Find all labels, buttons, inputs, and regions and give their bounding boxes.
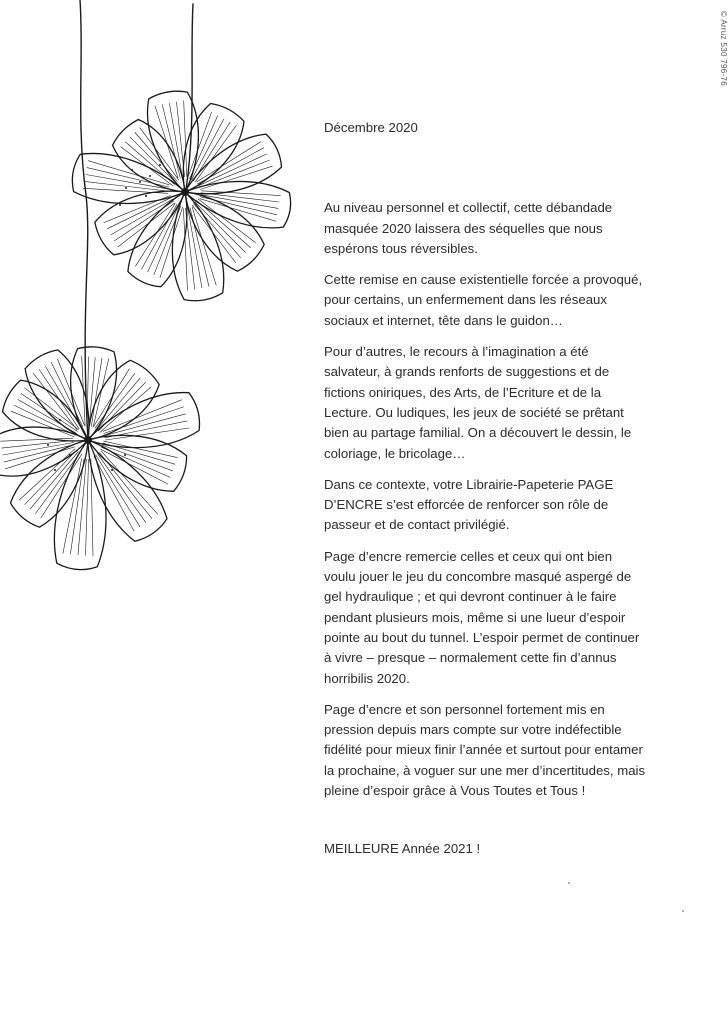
petal-vein [5,447,74,469]
petal-vein [195,202,245,252]
petal-vein [101,451,157,514]
petal-vein [201,193,279,202]
letter-paragraph: Dans ce contexte, votre Librairie-Papeterie PAGE D’ENCRE s’est efforcée de renforcer son rôle de passeur et de contact privilégié. [324,476,614,533]
petal-vein [86,175,169,190]
ink-dot [111,469,113,471]
flower-center [181,188,189,196]
ink-dot [47,444,49,446]
petal-vein [160,207,183,278]
ink-dot [149,175,151,177]
petal-vein [192,207,216,285]
ink-dot [145,195,147,197]
petal-vein [87,168,169,187]
letter-paragraph: Pour d’autres, le recours à l’imagination a été salvateur, à grands renforts de suggestions et de fictions oniriques, des Arts, de l’Ecriture et de la Lecture. Ou ludiques, les jeux de société se prêtant bien au partage familial. On a découvert le dessin, le coloriage, le bricolage… [324,344,632,461]
ink-dot [131,169,133,171]
ink-dot [59,419,61,421]
letter-paragraph: Page d’encre remercie celles et ceux qui ont bien voulu jouer le jeu du concombre masqué aspergé de gel hydraulique ; et qui devront continuer à le faire pendant plusieurs mois, même si une lueur d’espoir pointe au bout du tunnel. L’espoir permet de continuer à vivre – presque – normalement cette fin d’annus horribilis 2020. [324,548,640,686]
petal-vein [98,454,146,523]
paper-speck [682,910,684,912]
petal-vein [198,148,264,184]
petal-vein [136,204,176,267]
petal-vein [86,459,89,555]
ink-dot [125,187,127,189]
petal-vein [93,359,108,427]
petal-vein [89,358,95,427]
petal-vein [82,356,85,426]
paper-speck [568,882,570,884]
letter-closing: MEILLEURE Année 2021 ! [324,841,481,857]
letter-paragraph: Cette remise en cause existentielle forcée a provoqué, pour certains, un enfermement dans les réseaux sociaux et internet, tête dans le guidon… [324,272,643,328]
flower-stem [80,0,88,440]
ink-dot [69,454,71,456]
petal-vein [184,101,187,177]
letter-date: Décembre 2020 [324,120,418,135]
flower-petal [0,427,88,476]
letter-paragraph: Page d’encre et son personnel fortement mis en pression depuis mars compte sur votre indéfectible fidélité pour mieux finir l’année et surtout pour entamer la prochaine, à voguer sur une mer d’incertitudes, mais pleine d’espoir grâce à Vous Toutes et Tous ! [324,701,646,799]
letter-paragraph: Au niveau personnel et collectif, cette débandade masquée 2020 laissera des séquelles que nous espérons tous réversibles. [324,200,613,256]
petal-vein [201,195,279,209]
petal-vein [25,450,77,504]
petal-vein [30,452,78,509]
petal-vein [104,414,185,436]
flower-illustration [0,0,310,580]
copyright-notice: © Arruz 530 796-76 [719,11,728,86]
ink-dot [119,204,121,206]
letter-body [324,118,646,860]
petal-vein [11,411,74,437]
flower-center [84,436,92,444]
ink-dot [54,469,56,471]
petal-vein [83,188,167,193]
ink-dot [159,164,161,166]
petal-vein [126,142,175,184]
petal-vein [199,154,267,186]
petal-vein [200,166,272,189]
petal-vein [96,455,140,527]
petal-vein [85,181,169,191]
ink-dot [139,181,141,183]
ink-dot [124,454,126,456]
petal-vein [95,373,135,428]
